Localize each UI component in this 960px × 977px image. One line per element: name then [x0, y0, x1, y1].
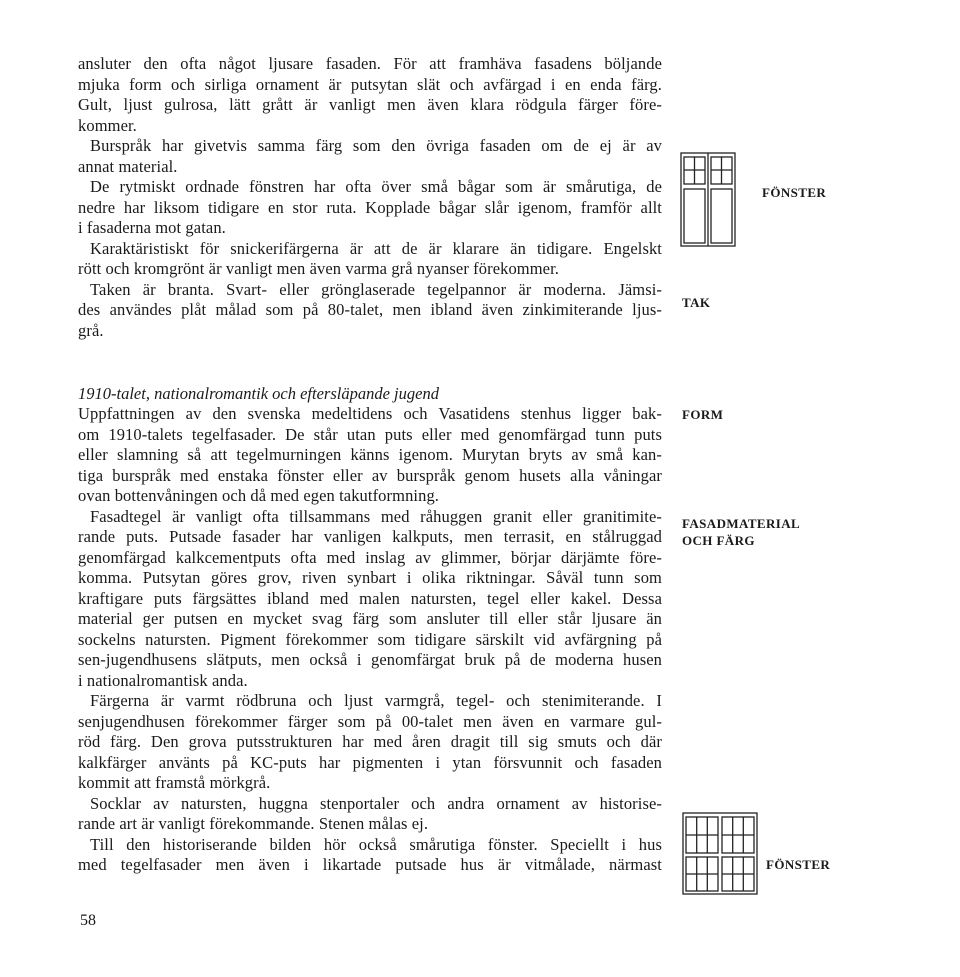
- text-line: De rytmiskt ordnade fönstren har ofta över små bågar som är smårutiga, de: [90, 177, 662, 196]
- text-line: nedre har liksom tidigare en stor ruta. Kopplade bågar slår igenom, framför allt: [78, 197, 662, 217]
- text-line: tiga burspråk med enstaka fönster eller av burspråk genom husets alla våningar: [78, 465, 662, 485]
- text-line: rött och kromgrönt är vanligt men även varma grå nyanser förekommer.: [78, 259, 560, 278]
- text-line: Till den historiserande bilden hör också smårutiga fönster. Speciellt i hus: [90, 834, 662, 854]
- text-line: kraftigare puts färgsättes ibland med malen natursten, tegel eller kakel. Dessa: [78, 588, 662, 608]
- text-line: ansluter den ofta något ljusare fasaden. För att framhäva fasadens böljande: [78, 54, 662, 73]
- text-line: sockelns natursten. Pigment förekommer som tidigare särskilt vid avfärgning på: [78, 629, 662, 649]
- text-line: om 1910-talets tegelfasader. De står utan puts eller med genomfärgad tunn puts: [78, 424, 662, 444]
- text-line: senjugendhusen förekommer färger som på 00-talet men även en varmare gul-: [78, 711, 662, 731]
- text-line: i nationalromantisk anda.: [78, 670, 248, 690]
- sidenote-form: FORM: [682, 407, 724, 422]
- text-line: med tegelfasader men även i likartade putsade hus är vitmålade, närmast: [78, 855, 662, 874]
- sidenote-tak: TAK: [682, 295, 711, 310]
- text-line: rande art är vanligt förekommande. Stenen målas ej.: [78, 814, 429, 833]
- text-line: material ger putsen en mycket svag färg som ansluter till eller står ljusare än: [78, 609, 662, 628]
- text-line: Uppfattningen av den svenska medeltidens och Vasatidens stenhus ligger bak-: [78, 404, 662, 423]
- text-line: Taken är branta. Svart- eller grönglaserade tegelpannor är moderna. Jämsi-: [90, 279, 662, 299]
- text-line: kommer.: [78, 115, 137, 135]
- page-number: 58: [80, 912, 96, 929]
- window-grid-panes-icon: [682, 812, 758, 896]
- text-line: grå.: [78, 320, 104, 340]
- text-line: Karaktäristiskt för snickerifärgerna är att de är klarare än tidigare. Engelskt: [90, 238, 662, 258]
- text-line: Färgerna är varmt rödbruna och ljust varmgrå, tegel- och stenimiterande. I: [90, 691, 662, 710]
- text-block-1: [78, 54, 662, 341]
- text-line: ovan bottenvåningen och då med egen takutformning.: [78, 486, 440, 505]
- text-line: des användes plåt målad som på 80-talet, men ibland även zinkimiterande ljus-: [78, 300, 662, 319]
- text-line: Burspråk har givetvis samma färg som den övriga fasaden om de ej är av: [90, 136, 662, 155]
- text-line: rande puts. Putsade fasader har vanligen kalkputs, men terrasit, en stålruggad: [78, 527, 662, 546]
- text-line: sen-jugendhusens slätputs, men också i genomfärgat bruk på de moderna husen: [78, 650, 662, 669]
- text-line: kommit att framstå mörkgrå.: [78, 773, 271, 792]
- text-line: röd färg. Den grova putsstrukturen har med åren dragit till sig smuts och där: [78, 732, 662, 751]
- text-line: annat material.: [78, 156, 178, 176]
- sidenote-fasadmaterial-line1: FASADMATERIAL: [682, 516, 801, 531]
- text-line: komma. Putsytan göres grov, riven synbart i olika riktningar. Såväl tunn som: [78, 568, 662, 587]
- sidenote-fasadmaterial-line2: OCH FÄRG: [682, 533, 755, 548]
- text-line: i fasaderna mot gatan.: [78, 218, 226, 237]
- text-block-2: [78, 404, 662, 876]
- sidenote-fonster-1: FÖNSTER: [762, 185, 827, 200]
- text-line: Gult, ljust gulrosa, lätt grått är vanligt men även klara rödgula färger före-: [78, 95, 662, 114]
- text-line: genomfärgad kalkcementputs ofta med inslag av glimmer, börjar därjämte före-: [78, 547, 662, 567]
- text-line: mjuka form och sirliga ornament är putsytan slät och avfärgad i en enda färg.: [78, 74, 662, 94]
- window-small-panes-over-large-pane-icon: [680, 152, 736, 248]
- text-line: eller slamning så att tegelmurningen känns igenom. Murytan bryts av små kan-: [78, 445, 662, 464]
- sidenote-fasadmaterial: [682, 515, 800, 549]
- text-line: kalkfärger använts på KC-puts har pigmenten i ytan försvunnit och fasaden: [78, 752, 662, 772]
- text-line: Fasadtegel är vanligt ofta tillsammans med råhuggen granit eller granitimite-: [90, 506, 662, 526]
- text-line: Socklar av natursten, huggna stenportaler och andra ornament av historise-: [90, 793, 662, 813]
- section-heading-text: 1910-talet, nationalromantik och eftersläpande jugend: [78, 384, 439, 403]
- sidenote-fonster-2: FÖNSTER: [766, 857, 831, 872]
- section-heading: [78, 384, 662, 405]
